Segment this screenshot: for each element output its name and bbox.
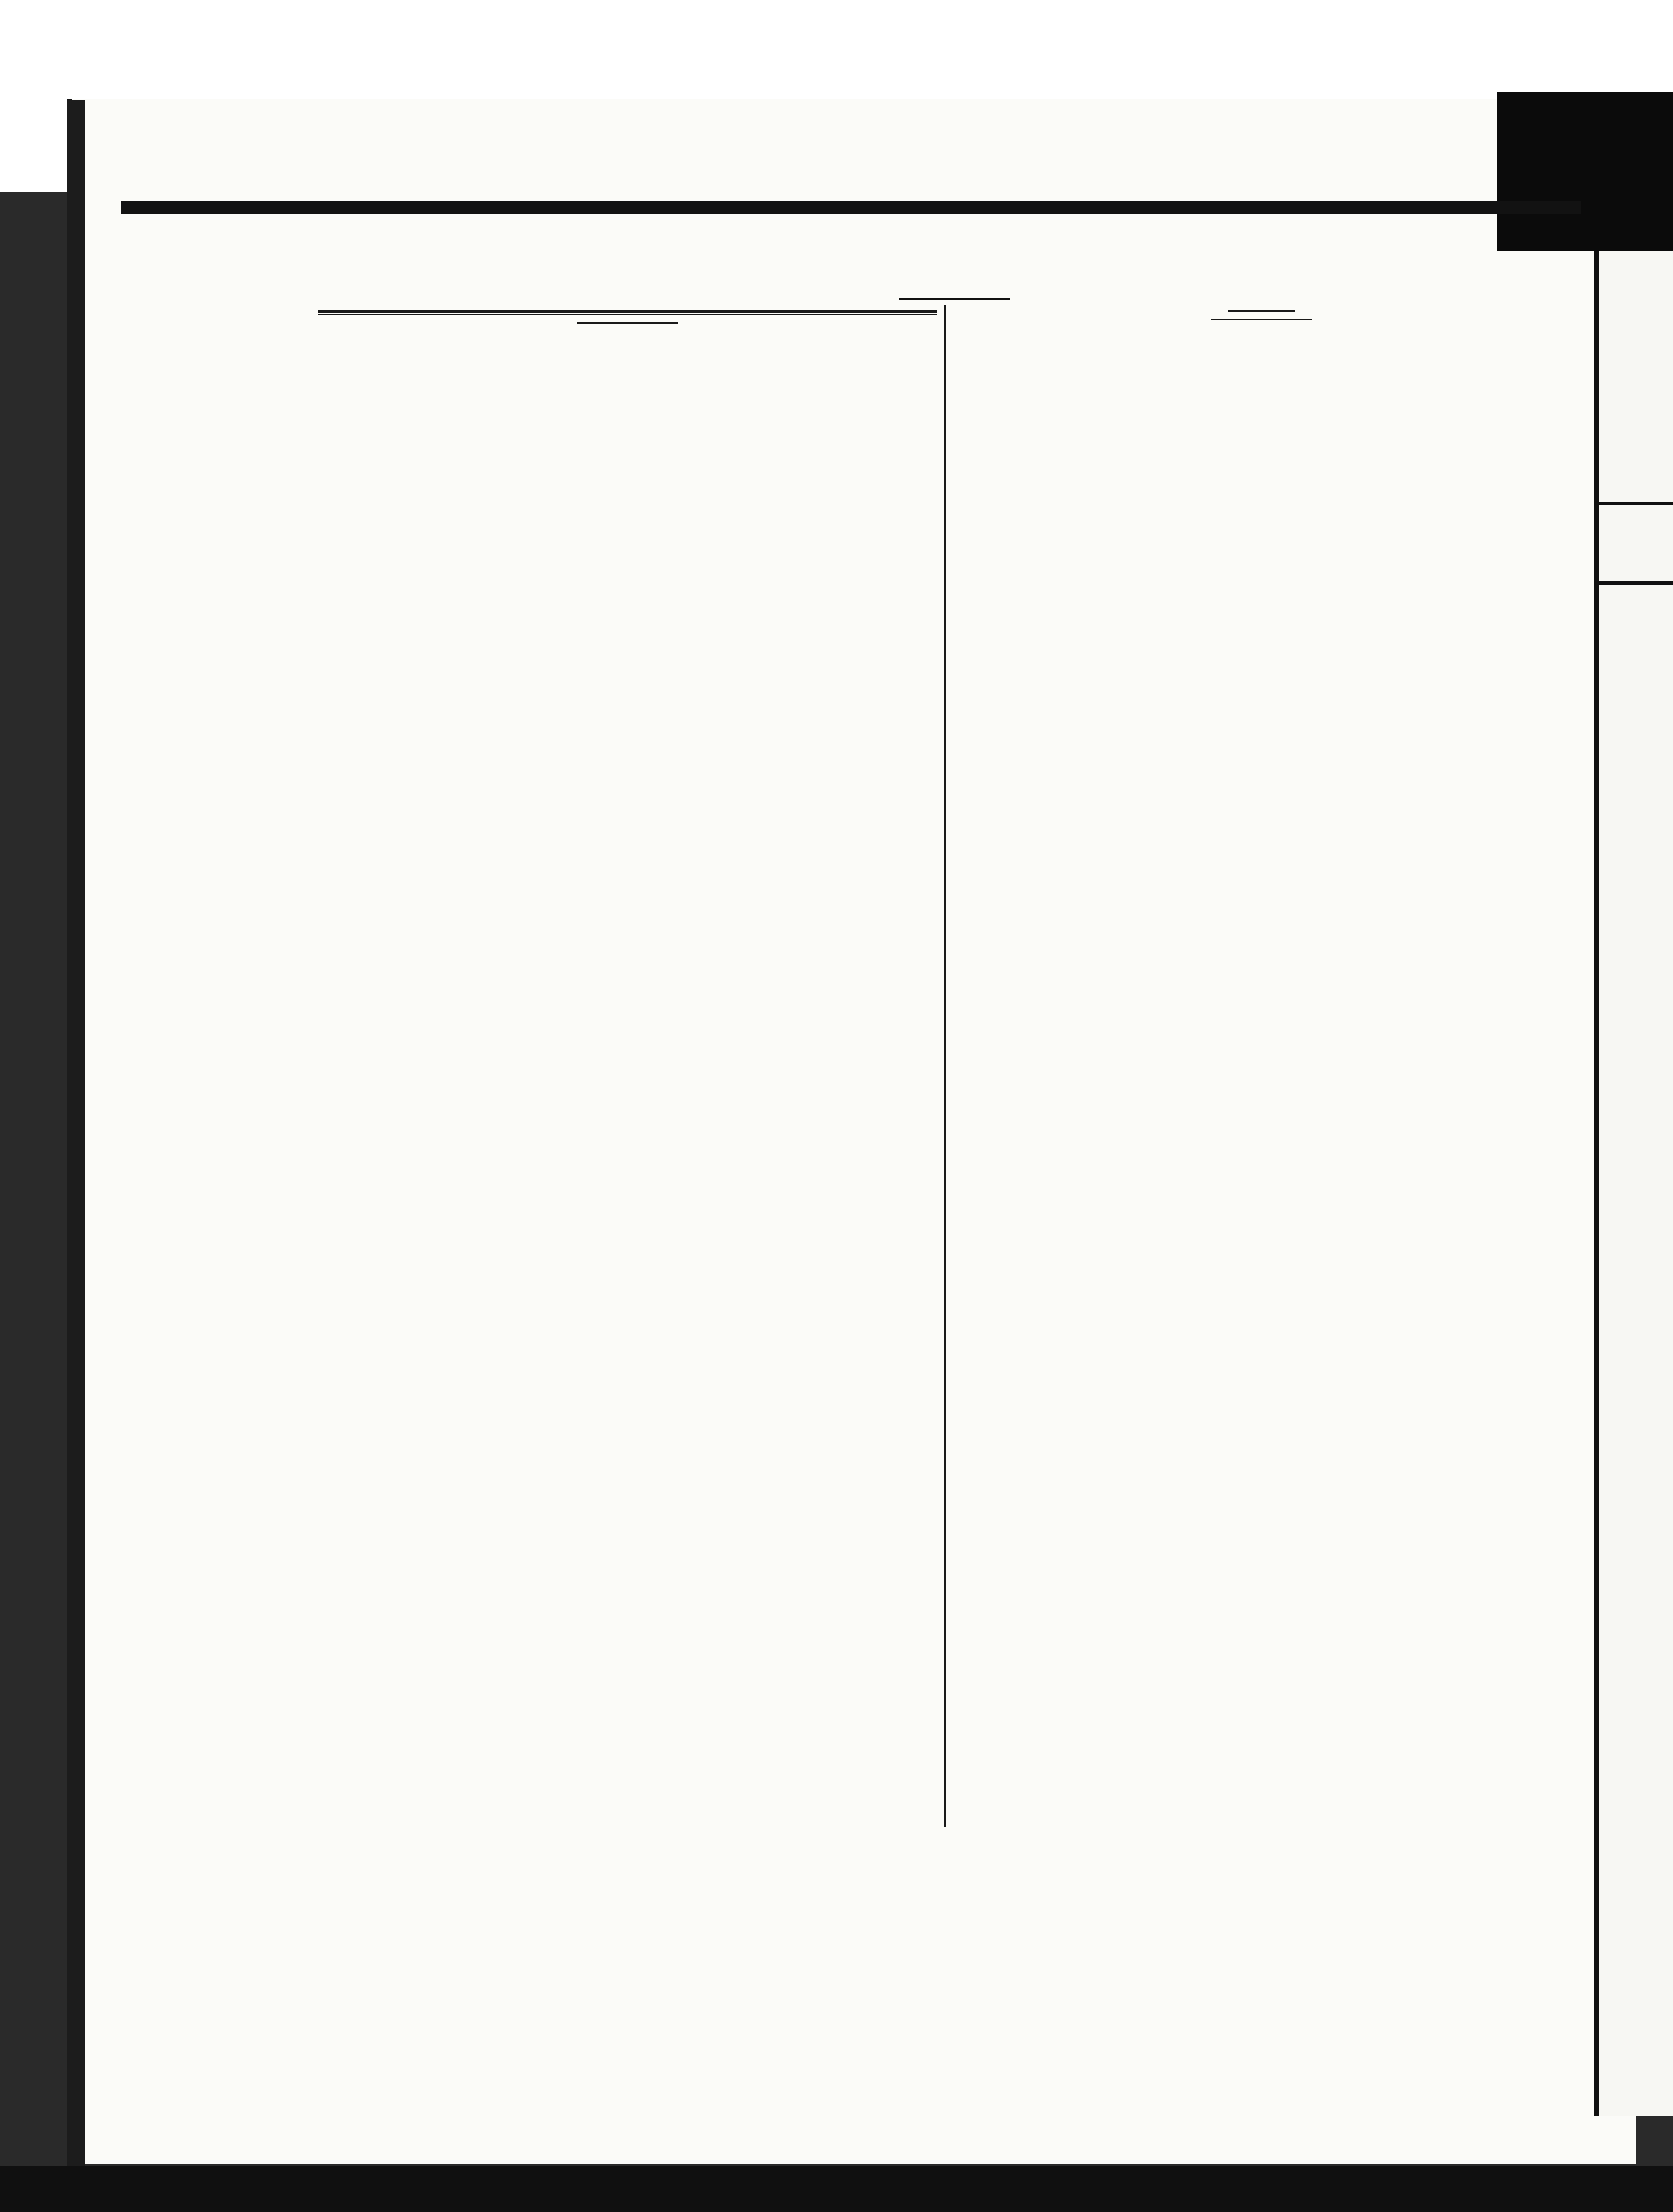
adjacent-page-fragment (1594, 251, 1673, 2116)
scan-background-bottom (0, 2166, 1673, 2212)
left-column (318, 305, 937, 329)
header-rule (121, 201, 1581, 214)
section-rule (1228, 310, 1295, 312)
heading-underline (577, 322, 678, 324)
section-rule (318, 310, 937, 315)
scan-dark-corner (1497, 92, 1673, 251)
page-number-underline (899, 298, 1010, 300)
newspaper-page (67, 99, 1636, 2164)
column-divider (944, 305, 946, 1827)
scan-left-edge (67, 100, 85, 2166)
fragment-rule (1599, 581, 1673, 585)
heading-underline (1211, 319, 1312, 320)
fragment-rule (1599, 502, 1673, 505)
middle-column (954, 305, 1568, 325)
